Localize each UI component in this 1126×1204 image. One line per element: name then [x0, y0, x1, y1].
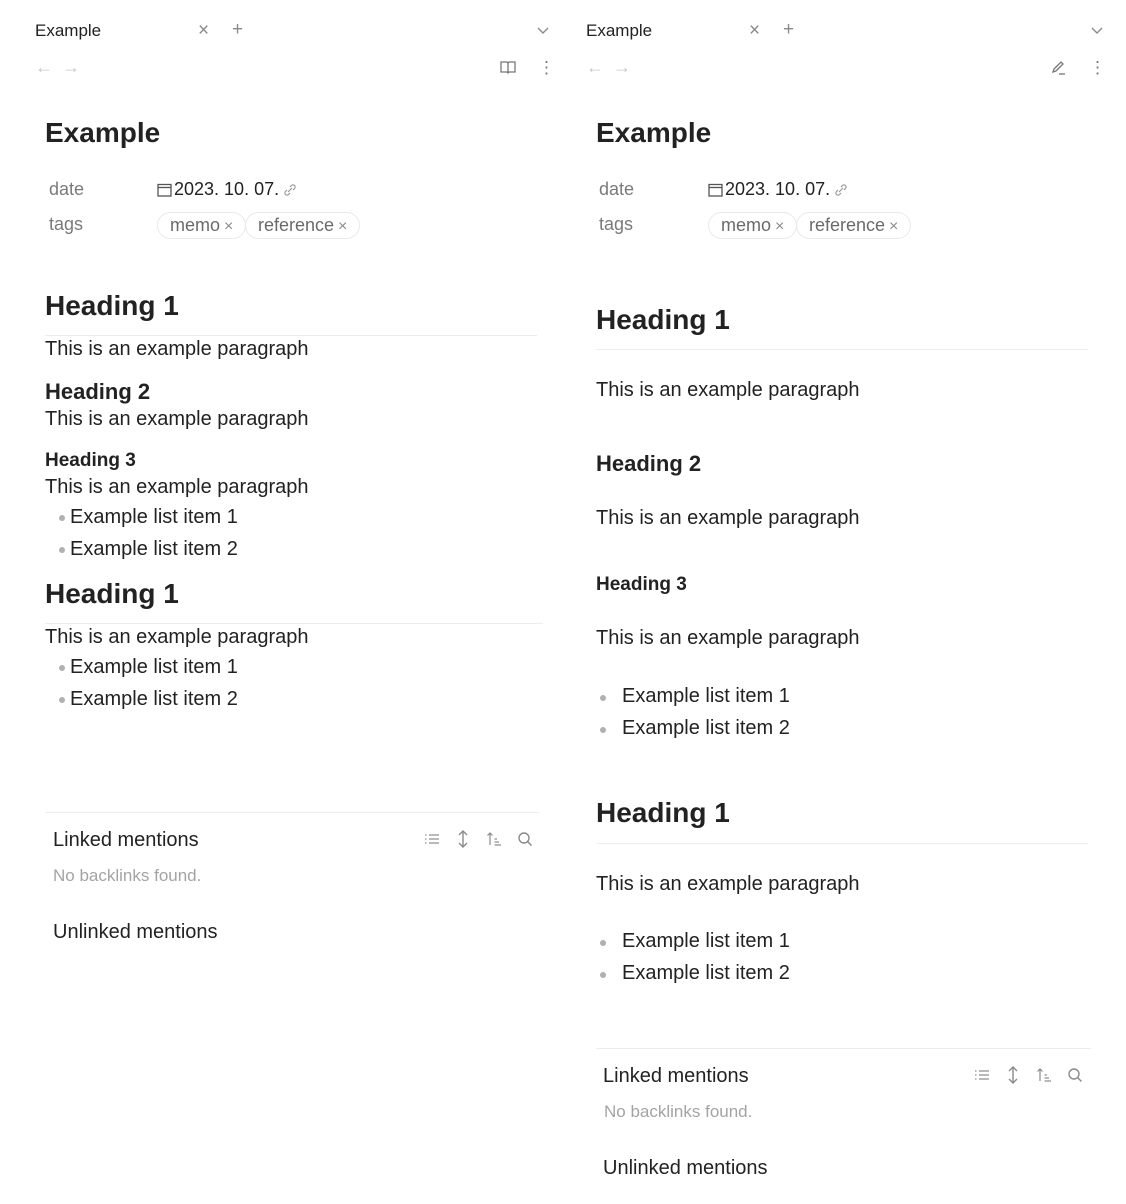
backlinks-divider — [45, 812, 540, 813]
linked-mentions-header[interactable]: Linked mentions — [603, 1065, 749, 1087]
tab-title[interactable]: Example — [35, 21, 102, 40]
unlinked-mentions-header[interactable]: Unlinked mentions — [603, 1157, 768, 1179]
expand-vertical-icon[interactable] — [457, 830, 469, 848]
backlinks-divider — [596, 1048, 1091, 1049]
pencil-icon[interactable] — [1051, 60, 1066, 75]
paragraph[interactable]: This is an example paragraph — [596, 627, 860, 649]
note-title[interactable]: Example — [45, 117, 161, 148]
list-item[interactable]: Example list item 1 — [622, 685, 790, 707]
tag-remove-icon[interactable]: × — [224, 218, 234, 235]
list-view-icon[interactable] — [974, 1068, 990, 1082]
heading-divider — [45, 335, 537, 336]
list-item[interactable]: Example list item 1 — [622, 930, 790, 952]
tag-chip-memo[interactable] — [157, 212, 246, 239]
tag-chip-memo[interactable] — [708, 212, 797, 239]
sort-icon[interactable] — [486, 831, 502, 847]
tab-close-icon[interactable]: × — [749, 20, 761, 41]
linked-mentions-header[interactable]: Linked mentions — [53, 829, 199, 851]
property-key-date[interactable]: date — [599, 179, 635, 199]
list-bullet — [600, 972, 606, 978]
paragraph: This is an example paragraph — [45, 408, 309, 430]
property-value-date[interactable]: 2023. 10. 07. — [725, 179, 831, 199]
link-icon[interactable] — [283, 183, 297, 197]
property-key-date[interactable]: date — [49, 179, 85, 199]
tag-chip-label: memo — [721, 215, 772, 235]
calendar-icon — [157, 182, 172, 197]
list-item[interactable]: Example list item 2 — [622, 717, 790, 739]
paragraph: This is an example paragraph — [45, 338, 309, 360]
list-bullet — [600, 695, 606, 701]
heading-divider — [596, 349, 1088, 350]
no-backlinks-text: No backlinks found. — [53, 866, 202, 885]
forward-arrow-icon[interactable]: → — [62, 57, 80, 77]
tag-chip-label: memo — [170, 215, 221, 235]
tab-title[interactable]: Example — [586, 21, 653, 40]
expand-vertical-icon[interactable] — [1007, 1066, 1019, 1084]
list-bullet — [600, 940, 606, 946]
heading-2[interactable]: Heading 2 — [596, 451, 702, 476]
more-options-icon[interactable]: ⋮ — [1089, 58, 1106, 77]
list-item: Example list item 2 — [70, 538, 238, 560]
back-arrow-icon[interactable]: ← — [586, 57, 604, 77]
paragraph[interactable]: This is an example paragraph — [596, 507, 860, 529]
new-tab-icon[interactable]: + — [232, 19, 244, 40]
search-icon[interactable] — [517, 831, 533, 847]
heading-divider — [45, 623, 543, 624]
property-key-tags[interactable]: tags — [49, 214, 84, 234]
more-options-icon[interactable]: ⋮ — [538, 58, 555, 77]
forward-arrow-icon[interactable]: → — [613, 57, 631, 77]
search-icon[interactable] — [1067, 1067, 1083, 1083]
tab-list-chevron-down-icon[interactable] — [1091, 26, 1103, 36]
list-item: Example list item 1 — [70, 656, 238, 678]
calendar-icon — [708, 182, 723, 197]
tag-chip-label: reference — [809, 215, 886, 235]
tag-remove-icon[interactable]: × — [889, 218, 899, 235]
paragraph: This is an example paragraph — [45, 626, 309, 648]
list-view-icon[interactable] — [424, 832, 440, 846]
list-item: Example list item 2 — [70, 688, 238, 710]
paragraph: This is an example paragraph — [45, 476, 309, 498]
note-title[interactable]: Example — [596, 117, 712, 148]
unlinked-mentions-header[interactable]: Unlinked mentions — [53, 921, 218, 943]
back-arrow-icon[interactable]: ← — [35, 57, 53, 77]
tab-list-chevron-down-icon[interactable] — [537, 26, 549, 36]
list-item: Example list item 1 — [70, 506, 238, 528]
paragraph[interactable]: This is an example paragraph — [596, 873, 860, 895]
heading-1[interactable]: Heading 1 — [596, 797, 730, 828]
tag-remove-icon[interactable]: × — [775, 218, 785, 235]
heading-1[interactable]: Heading 1 — [596, 304, 730, 335]
book-open-icon[interactable] — [500, 60, 516, 74]
sort-icon[interactable] — [1036, 1067, 1052, 1083]
tab-close-icon[interactable]: × — [198, 20, 210, 41]
tag-remove-icon[interactable]: × — [338, 218, 348, 235]
heading-1: Heading 1 — [45, 578, 179, 609]
list-bullet — [59, 515, 65, 521]
link-icon[interactable] — [834, 183, 848, 197]
property-key-tags[interactable]: tags — [599, 214, 634, 234]
heading-divider — [596, 843, 1088, 844]
tag-chip-label: reference — [258, 215, 335, 235]
list-bullet — [600, 727, 606, 733]
heading-3[interactable]: Heading 3 — [596, 574, 687, 595]
editing-view-pane — [551, 0, 1126, 1204]
no-backlinks-text: No backlinks found. — [604, 1102, 753, 1121]
tag-chip-reference[interactable] — [245, 212, 360, 239]
reading-view-pane — [0, 0, 555, 1204]
heading-3: Heading 3 — [45, 450, 136, 471]
property-value-date[interactable]: 2023. 10. 07. — [174, 179, 280, 199]
list-bullet — [59, 547, 65, 553]
tag-chip-reference[interactable] — [796, 212, 911, 239]
paragraph[interactable]: This is an example paragraph — [596, 379, 860, 401]
list-item[interactable]: Example list item 2 — [622, 962, 790, 984]
heading-2: Heading 2 — [45, 379, 151, 404]
list-bullet — [59, 665, 65, 671]
list-bullet — [59, 697, 65, 703]
heading-1: Heading 1 — [45, 290, 179, 321]
new-tab-icon[interactable]: + — [783, 19, 795, 40]
